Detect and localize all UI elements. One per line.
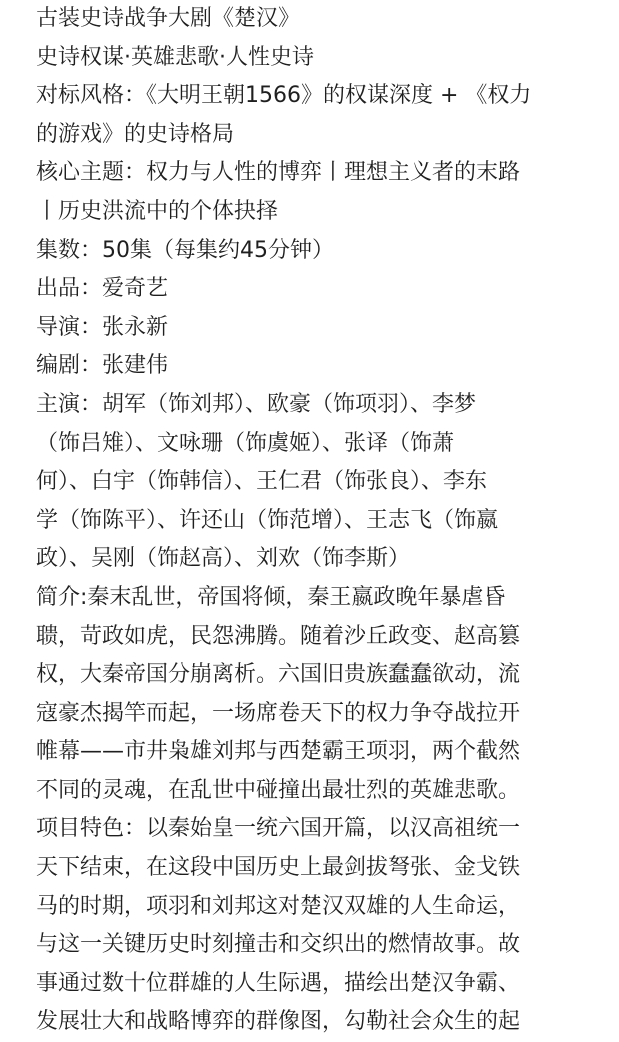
features-line: 天下结束，在这段中国历史上最剑拔弩张、金戈铁: [36, 855, 521, 881]
synopsis-line: 聩，苛政如虎，民怨沸腾。随着沙丘政变、赵高篡: [36, 623, 521, 649]
episodes-line: 集数：50集（每集约45分钟）: [36, 237, 334, 263]
title-line: 古装史诗战争大剧《楚汉》: [36, 6, 301, 31]
core-theme-line: 核心主题：权力与人性的博弈丨理想主义者的末路: [36, 160, 521, 186]
producer-line: 出品：爱奇艺: [36, 276, 169, 302]
cast-line: （饰吕雉）、文咏珊（饰虞姬）、张译（饰萧: [36, 430, 455, 456]
style-reference-line: 的游戏》的史诗格局: [36, 121, 235, 147]
features-line: 马的时期，项羽和刘邦这对楚汉双雄的人生命运，: [36, 893, 521, 919]
cast-line: 政）、吴刚（饰赵高）、刘欢（饰李斯）: [36, 546, 411, 572]
synopsis-line: 简介:秦末乱世，帝国将倾，秦王嬴政晚年暴虐昏: [36, 584, 506, 610]
cast-line: 学（饰陈平）、许还山（饰范增）、王志飞（饰嬴: [36, 507, 499, 533]
synopsis-line: 帷幕——市井枭雄刘邦与西楚霸王项羽，两个截然: [36, 739, 521, 765]
cast-line: 何）、白宇（饰韩信）、王仁君（饰张良）、李东: [36, 469, 488, 495]
writer-line: 编剧：张建伟: [36, 353, 169, 379]
tagline-line: 史诗权谋·英雄悲歌·人性史诗: [36, 44, 314, 70]
synopsis-line: 权，大秦帝国分崩离析。六国旧贵族蠢蠢欲动，流: [36, 662, 521, 688]
document-text: [36, 0, 616, 1042]
cast-line: 主演：胡军（饰刘邦）、欧豪（饰项羽）、李梦: [36, 391, 477, 417]
features-line: 事通过数十位群雄的人生际遇，描绘出楚汉争霸、: [36, 970, 521, 996]
synopsis-line: 不同的灵魂，在乱世中碰撞出最壮烈的英雄悲歌。: [36, 777, 521, 803]
features-line: 发展壮大和战略博弈的群像图，勾勒社会众生的起: [36, 1009, 521, 1035]
core-theme-line: 丨历史洪流中的个体抉择: [36, 198, 279, 224]
director-line: 导演：张永新: [36, 314, 169, 340]
style-reference-line: 对标风格：《大明王朝1566》的权谋深度 + 《权力: [36, 83, 532, 109]
synopsis-line: 寇豪杰揭竿而起，一场席卷天下的权力争夺战拉开: [36, 700, 521, 726]
features-line: 项目特色：以秦始皇一统六国开篇，以汉高祖统一: [36, 816, 521, 842]
features-line: 与这一关键历史时刻撞击和交织出的燃情故事。故: [36, 932, 521, 958]
